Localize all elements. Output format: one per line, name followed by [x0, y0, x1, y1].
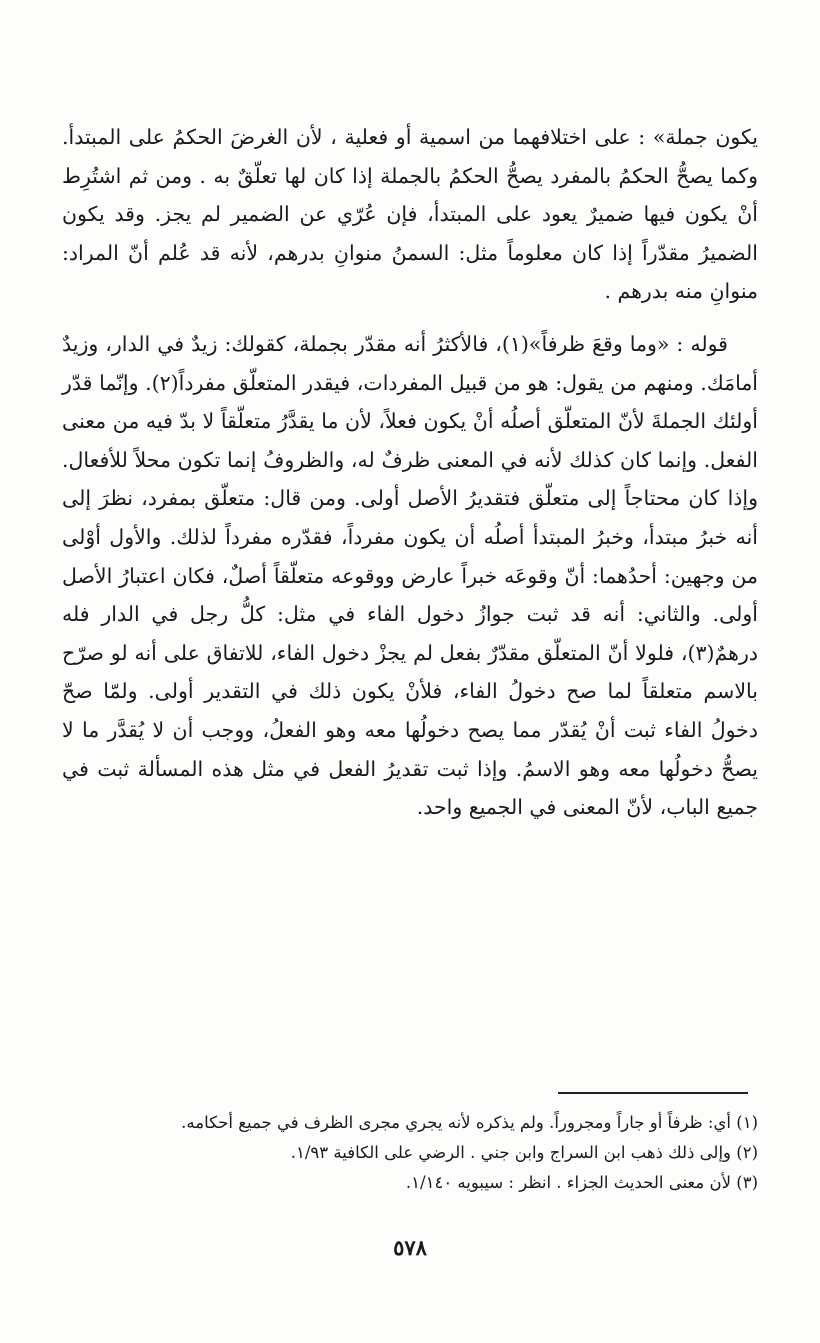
footnote-separator: [558, 1092, 748, 1094]
footnote-2: (٢) وإلى ذلك ذهب ابن السراج وابن جني . الرضي على الكافية ١/٩٣.: [290, 1143, 758, 1162]
paragraph-2: قوله : «وما وقعَ ظرفاً»(١)، فالأكثرُ أنه مقدّر بجملة، كقولك: زيدٌ في الدار، وزيدٌ أمامَك. ومنهم من يقول: هو من قبيل المفردات، فيقدر المتعلّق مفرداً(٢). وإنّما قدّر أولئك الجملةَ لأنّ المتعلّق أصلُه أنْ يكون فعلاً، لأن ما يقدَّرُ متعلّقاً لا بدّ فيه من معنى الفعل. وإنما كان كذلك لأنه في المعنى ظرفٌ له، والظروفُ إنما تكون محلاً للأفعال. وإذا كان محتاجاً إلى متعلّق فتقديرُ الأصل أولى. ومن قال: متعلّق بمفرد، نظرَ إلى أنه خبرُ مبتدأ، وخبرُ المبتدأ أصلُه أن يكون مفرداً، فقدّره مفرداً لذلك. والأول أوْلى من وجهين: أحدُهما: أنّ وقوعَه خبراً عارض ووقوعه متعلّقاً أصلٌ، فكان اعتبارُ الأصل أولى. والثاني: أنه قد ثبت جوازُ دخول الفاء في مثل: كلُّ رجل في الدار فله درهمٌ(٣)، فلولا أنّ المتعلّق مقدّرٌ بفعل لم يجزْ دخول الفاء، للاتفاق على أنه لو صرّح بالاسم متعلقاً لما صح دخولُ الفاء، فلأنْ يكون ذلك في التقدير أولى. ولمّا صحّ دخولُ الفاء ثبت أنْ يُقدّر مما يصح دخولُها معه وهو الفعلُ، ووجب أن لا يُقدَّر ما لا يصحُّ دخولُها معه وهو الاسمُ. وإذا ثبت تقديرُ الفعل في مثل هذه المسألة ثبت في جميع الباب، لأنّ المعنى في الجميع واحد.: [62, 331, 758, 820]
footnotes: [62, 1108, 758, 1198]
page-number: ٥٧٨: [393, 1235, 427, 1260]
paragraph-1: يكون جملة» : على اختلافهما من اسمية أو فعلية ، لأن الغرضَ الحكمُ على المبتدأ. وكما يصحُّ الحكمُ بالمفرد يصحُّ الحكمُ بالجملة إذا كان لها تعلّقٌ به . ومن ثم اشتُرِط أنْ يكون فيها ضميرٌ يعود على المبتدأ، فإن عُرّي عن الضمير لم يجز. وقد يكون الضميرُ مقدّراً إذا كان معلوماً مثل: السمنُ منوانِ بدرهم، لأنه قد عُلم أنّ المراد: منوانِ منه بدرهم .: [62, 125, 758, 304]
footnote-3: (٣) لأن معنى الحديث الجزاء . انظر : سيبويه ١/١٤٠.: [405, 1173, 758, 1192]
main-text: [62, 118, 758, 827]
footnote-1: (١) أي: ظرفاً أو جاراً ومجروراً. ولم يذكره لأنه يجري مجرى الظرف في جميع أحكامه.: [181, 1113, 758, 1132]
